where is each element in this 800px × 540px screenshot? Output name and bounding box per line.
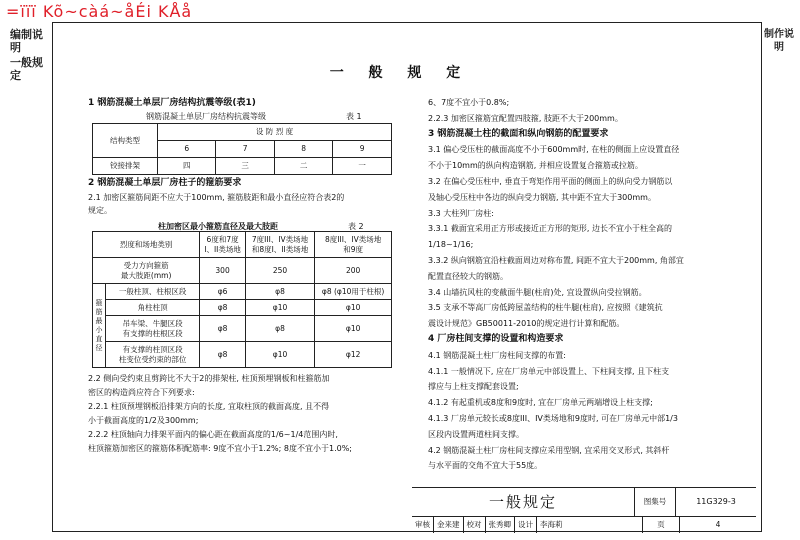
t2-h1-line: I、II类场地	[204, 244, 241, 254]
t1-grade: 三	[216, 158, 274, 175]
para-2-1-line: 2.1 加密区箍筋间距不应大于100mm, 箍筋肢距和最小直径应符合表2的	[88, 193, 345, 202]
left-column	[88, 95, 418, 456]
side-tab-1[interactable]: 编制说明	[10, 28, 43, 54]
t2-h3-line: 和9度	[343, 244, 364, 254]
text-line: 区段内设置两道柱间支撑。	[428, 429, 524, 439]
text-line: 4.1.3 厂房单元较长或8度III、IV类场地和9度时, 可在厂房单元中部1/3	[428, 413, 678, 423]
t1-intensity: 8	[274, 141, 332, 158]
t2-row-label-line: 吊车梁、牛腿区段	[122, 318, 183, 328]
t1-row-label: 结构类型	[93, 124, 158, 158]
para-2-1-line: 规定。	[88, 206, 112, 215]
checker-name: 张秀卿	[486, 517, 516, 533]
t2-cell: φ8	[245, 284, 314, 300]
t1-intensity: 9	[333, 141, 392, 158]
para-2-2-line: 柱顶箍筋加密区的箍筋体积配筋率: 9度不宜小于1.2%; 8度不宜小于1.0%;	[88, 444, 352, 453]
t2-r1-value: 250	[245, 258, 314, 284]
text-line: 3.3.1 截面宜采用正方形或接近正方形的矩形, 边长不宜小于柱全高的	[428, 224, 672, 234]
text-line: 4.1.1 一般情况下, 应在厂房单元中部设置上、下柱间支撑, 且下柱支	[428, 366, 670, 376]
section-2-heading: 2 钢筋混凝土单层厂房柱子的箍筋要求	[88, 178, 242, 188]
title-block	[412, 487, 756, 531]
page-title: 一 般 规 定	[329, 65, 471, 81]
t2-cell: φ8	[200, 300, 246, 316]
para-2-2-line: 小于截面高度的1/2及300mm;	[88, 416, 199, 425]
t2-cell: φ8	[200, 342, 246, 368]
atlas-number: 11G329-3	[696, 497, 736, 506]
section-1-heading: 1 钢筋混凝土单层厂房结构抗震等级(表1)	[88, 98, 256, 108]
text-line: 1/18~1/16;	[428, 240, 474, 250]
text-line: 4.1 钢筋混凝土柱厂房柱间支撑的布置:	[428, 350, 566, 360]
t1-group-header: 设 防 烈 度	[158, 124, 392, 141]
t1-row2-label: 铰接排架	[93, 158, 158, 175]
text-line: 3.3 大柱列厂房柱:	[428, 208, 494, 218]
t2-row-label-line: 有支撑的柱顶区段	[122, 344, 183, 354]
t1-grade: 四	[158, 158, 216, 175]
t2-header-1	[200, 232, 246, 258]
text-line: 4.2 钢筋混凝土柱厂房柱间支撑应采用型钢, 宜采用交叉形式, 其斜杆	[428, 445, 670, 455]
page-label: 页	[643, 517, 680, 533]
text-line: 震设计规范》GB50011-2010的规定进行计算和配筋。	[428, 319, 625, 329]
table-2	[92, 231, 392, 368]
t2-h3-line: 8度III、IV类场地	[325, 234, 382, 244]
table2-caption: 柱加密区最小箍筋直径及最大肢距	[158, 222, 278, 231]
t2-cell: φ6	[200, 284, 246, 300]
para-2-2-line: 2.2.2 柱顶轴向力排架平面内的偏心距在截面高度的1/6~1/4范围内时,	[88, 430, 338, 439]
t2-cell: φ10	[315, 316, 392, 342]
table-1	[92, 123, 392, 175]
header-stamp-text: =ïïï Kõ~càá~åÉi KÅå	[6, 2, 193, 21]
t2-r1-value: 300	[200, 258, 246, 284]
t2-row-label: 一般柱顶、柱根区段	[106, 284, 200, 300]
text-line: 6、7度不宜小于0.8%;	[428, 98, 510, 107]
para-2-2-line: 2.2 侧向受约束且剪跨比不大于2的排架柱, 柱顶预埋钢板和柱箍筋加	[88, 374, 330, 383]
t1-intensity: 7	[216, 141, 274, 158]
table1-caption: 钢筋混凝土单层厂房结构抗震等级	[146, 112, 266, 121]
checker-label: 校对	[464, 517, 486, 533]
section-heading: 3 钢筋混凝土柱的截面和纵向钢筋的配置要求	[428, 128, 609, 139]
t2-cell: φ12	[315, 342, 392, 368]
text-line: 3.5 支承不等高厂房低跨屋盖结构的柱牛腿(柱肩), 应按照《建筑抗	[428, 303, 663, 313]
t2-row1-label	[93, 258, 200, 284]
t2-h2-line: 7度III、IV类场地	[251, 234, 309, 244]
text-line: 3.3.2 纵向钢筋宜沿柱截面周边对称布置, 间距不宜大于200mm, 角部宜	[428, 255, 684, 265]
t2-cell: φ10	[245, 342, 314, 368]
right-side-tab[interactable]: 制作说明	[764, 29, 794, 53]
para-2-2-line: 密区的构造尚应符合下列要求:	[88, 388, 195, 397]
t2-side-label: 箍筋最小直径	[93, 284, 106, 368]
side-tab-2[interactable]: 一般规定	[10, 56, 43, 82]
t2-cell: φ8 (φ10用于柱根)	[315, 284, 392, 300]
designer-name: 李海莉	[537, 517, 643, 533]
t2-row-label-line: 柱变位受约束的部位	[118, 354, 187, 364]
text-line: 配置直径较大的钢筋。	[428, 271, 508, 281]
t2-header-2	[245, 232, 314, 258]
t2-header-3	[315, 232, 392, 258]
t2-row-label: 角柱柱顶	[106, 300, 200, 316]
text-line: 3.2 在偏心受压柱中, 垂直于弯矩作用平面的侧面上的纵向受力钢筋以	[428, 176, 673, 186]
text-line: 4.1.2 有起重机或8度和9度时, 宜在厂房单元两端增设上柱支撑;	[428, 398, 653, 408]
text-line: 3.1 偏心受压柱的截面高度不小于600mm时, 在柱的侧面上应设置直径	[428, 145, 680, 155]
t2-row-label-line: 有支撑的柱根区段	[122, 328, 183, 338]
section-heading: 4 厂房柱间支撑的设置和构造要求	[428, 333, 564, 344]
t2-h1-line: 6度和7度	[206, 234, 239, 244]
t2-r1-label-line: 受力方向箍筋	[123, 260, 169, 270]
t2-cell: φ8	[245, 316, 314, 342]
t1-grade: 二	[274, 158, 332, 175]
title-block-name: 一般规定	[412, 488, 635, 516]
text-line: 2.2.3 加密区箍筋宜配置四肢箍, 肢距不大于200mm。	[428, 113, 623, 123]
text-line: 与水平面的交角不宜大于55度。	[428, 461, 543, 471]
text-line: 不小于10mm的纵向构造钢筋, 并相应设置复合箍筋或拉筋。	[428, 161, 643, 171]
reviewer-label: 审核	[412, 517, 434, 533]
t2-r1-label-line: 最大肢距(mm)	[120, 270, 172, 280]
t1-grade: 一	[333, 158, 392, 175]
right-column	[428, 95, 756, 474]
designer-label: 设计	[515, 517, 537, 533]
page-number: 4	[715, 520, 721, 529]
t2-cell: φ10	[245, 300, 314, 316]
t2-cell: φ8	[200, 316, 246, 342]
t2-cell: φ10	[315, 300, 392, 316]
text-line: 及轴心受压柱中各边的纵向受力钢筋, 其中距不宜大于300mm。	[428, 192, 656, 202]
atlas-label: 图集号	[635, 488, 676, 516]
t2-row-label	[106, 316, 200, 342]
text-line: 3.4 山墙抗风柱的变截面牛腿(柱肩)处, 宜设置纵向受拉钢筋。	[428, 287, 647, 297]
t2-h2-line: 和8度I、II类场地	[251, 244, 309, 254]
reviewer-name: 金来建	[434, 517, 464, 533]
table2-number: 表 2	[348, 222, 364, 231]
t2-header-0: 烈度和场地类别	[93, 232, 200, 258]
t2-row-label	[106, 342, 200, 368]
text-line: 撑应与上柱支撑配套设置;	[428, 382, 519, 392]
table1-number: 表 1	[346, 112, 362, 121]
t2-r1-value: 200	[315, 258, 392, 284]
para-2-2-line: 2.2.1 柱顶预埋钢板沿排架方向的长度, 宜取柱顶的截面高度, 且不得	[88, 402, 330, 411]
t1-intensity: 6	[158, 141, 216, 158]
left-side-tabs	[10, 28, 46, 82]
